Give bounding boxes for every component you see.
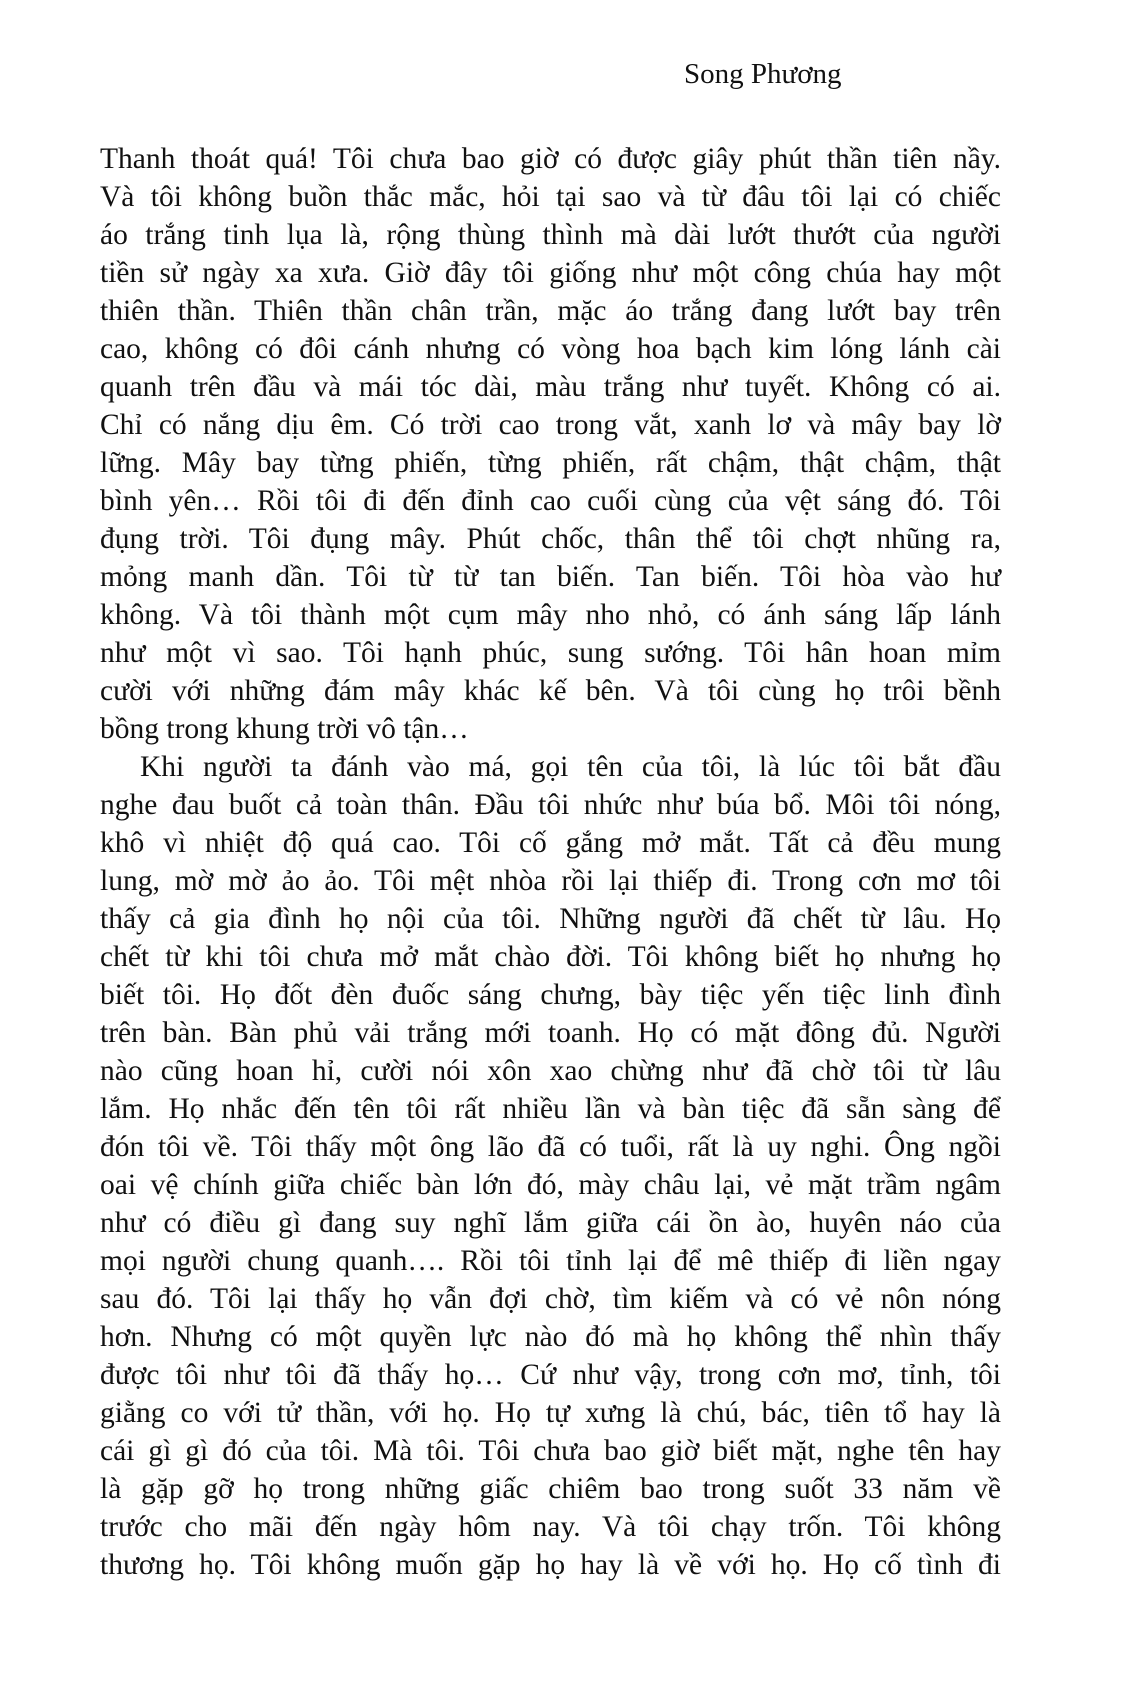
text-line: hơn. Nhưng có một quyền lực nào đó mà họ không thể nhìn thấy xyxy=(100,1321,1001,1353)
text-line: tiền sử ngày xa xưa. Giờ đây tôi giống như một công chúa hay một xyxy=(100,257,1001,289)
text-line: sau đó. Tôi lại thấy họ vẫn đợi chờ, tìm kiếm và có vẻ nôn nóng xyxy=(100,1283,1001,1315)
text-line: mỏng manh dần. Tôi từ từ tan biến. Tan biến. Tôi hòa vào hư xyxy=(100,561,1001,593)
text-line: như có điều gì đang suy nghĩ lắm giữa cái ồn ào, huyên náo của xyxy=(100,1207,1001,1239)
text-line: nghe đau buốt cả toàn thân. Đầu tôi nhức như búa bổ. Môi tôi nóng, xyxy=(100,789,1001,821)
text-line: thấy cả gia đình họ nội của tôi. Những người đã chết từ lâu. Họ xyxy=(100,903,1001,935)
text-line: được tôi như tôi đã thấy họ… Cứ như vậy, trong cơn mơ, tỉnh, tôi xyxy=(100,1359,1001,1391)
text-line: cái gì gì đó của tôi. Mà tôi. Tôi chưa bao giờ biết mặt, nghe tên hay xyxy=(100,1435,1001,1467)
text-line: giằng co với tử thần, với họ. Họ tự xưng là chú, bác, tiên tổ hay là xyxy=(100,1397,1001,1429)
text-line: không. Và tôi thành một cụm mây nho nhỏ, có ánh sáng lấp lánh xyxy=(100,599,1001,631)
text-line: nào cũng hoan hỉ, cười nói xôn xao chừng như đã chờ tôi từ lâu xyxy=(100,1055,1001,1087)
text-line: đụng trời. Tôi đụng mây. Phút chốc, thân thể tôi chợt nhũng ra, xyxy=(100,523,1001,555)
text-line: chết từ khi tôi chưa mở mắt chào đời. Tôi không biết họ nhưng họ xyxy=(100,941,1001,973)
text-line: trước cho mãi đến ngày hôm nay. Và tôi chạy trốn. Tôi không xyxy=(100,1511,1001,1543)
text-line: thương họ. Tôi không muốn gặp họ hay là về với họ. Họ cố tình đi xyxy=(100,1549,1001,1581)
text-line: Và tôi không buồn thắc mắc, hỏi tại sao và từ đâu tôi lại có chiếc xyxy=(100,181,1001,213)
text-line: áo trắng tinh lụa là, rộng thùng thình mà dài lướt thướt của người xyxy=(100,219,1001,251)
text-line: cao, không có đôi cánh nhưng có vòng hoa bạch kim lóng lánh cài xyxy=(100,333,1001,365)
text-line: là gặp gỡ họ trong những giấc chiêm bao trong suốt 33 năm về xyxy=(100,1473,1001,1505)
text-line: lung, mờ mờ ảo ảo. Tôi mệt nhòa rồi lại thiếp đi. Trong cơn mơ tôi xyxy=(100,865,1001,897)
body-text xyxy=(100,140,1001,1584)
text-line: lững. Mây bay từng phiến, từng phiến, rất chậm, thật chậm, thật xyxy=(100,447,1001,479)
text-line: quanh trên đầu và mái tóc dài, màu trắng như tuyết. Không có ai. xyxy=(100,371,1001,403)
text-line: đón tôi về. Tôi thấy một ông lão đã có tuổi, rất là uy nghi. Ông ngồi xyxy=(100,1131,1001,1163)
text-line: mọi người chung quanh…. Rồi tôi tỉnh lại để mê thiếp đi liền ngay xyxy=(100,1245,1001,1277)
running-header-title: Song Phương xyxy=(684,58,842,90)
text-line: bình yên… Rồi tôi đi đến đỉnh cao cuối cùng của vệt sáng đó. Tôi xyxy=(100,485,1001,517)
paragraph-end-line: bồng trong khung trời vô tận… xyxy=(100,713,469,745)
text-line: trên bàn. Bàn phủ vải trắng mới toanh. Họ có mặt đông đủ. Người xyxy=(100,1017,1001,1049)
paragraph-first-line: Khi người ta đánh vào má, gọi tên của tôi, là lúc tôi bắt đầu xyxy=(140,751,1001,783)
text-line: như một vì sao. Tôi hạnh phúc, sung sướng. Tôi hân hoan mỉm xyxy=(100,637,1001,669)
text-line: lắm. Họ nhắc đến tên tôi rất nhiều lần và bàn tiệc đã sẵn sàng để xyxy=(100,1093,1001,1125)
text-line: biết tôi. Họ đốt đèn đuốc sáng chưng, bày tiệc yến tiệc linh đình xyxy=(100,979,1001,1011)
text-line: thiên thần. Thiên thần chân trần, mặc áo trắng đang lướt bay trên xyxy=(100,295,1001,327)
text-line: cười với những đám mây khác kế bên. Và tôi cùng họ trôi bềnh xyxy=(100,675,1001,707)
text-line: Chỉ có nắng dịu êm. Có trời cao trong vắt, xanh lơ và mây bay lờ xyxy=(100,409,1001,441)
text-line: khô vì nhiệt độ quá cao. Tôi cố gắng mở mắt. Tất cả đều mung xyxy=(100,827,1001,859)
text-line: oai vệ chính giữa chiếc bàn lớn đó, mày châu lại, vẻ mặt trầm ngâm xyxy=(100,1169,1001,1201)
text-line: Thanh thoát quá! Tôi chưa bao giờ có được giây phút thần tiên nầy. xyxy=(100,143,1001,175)
